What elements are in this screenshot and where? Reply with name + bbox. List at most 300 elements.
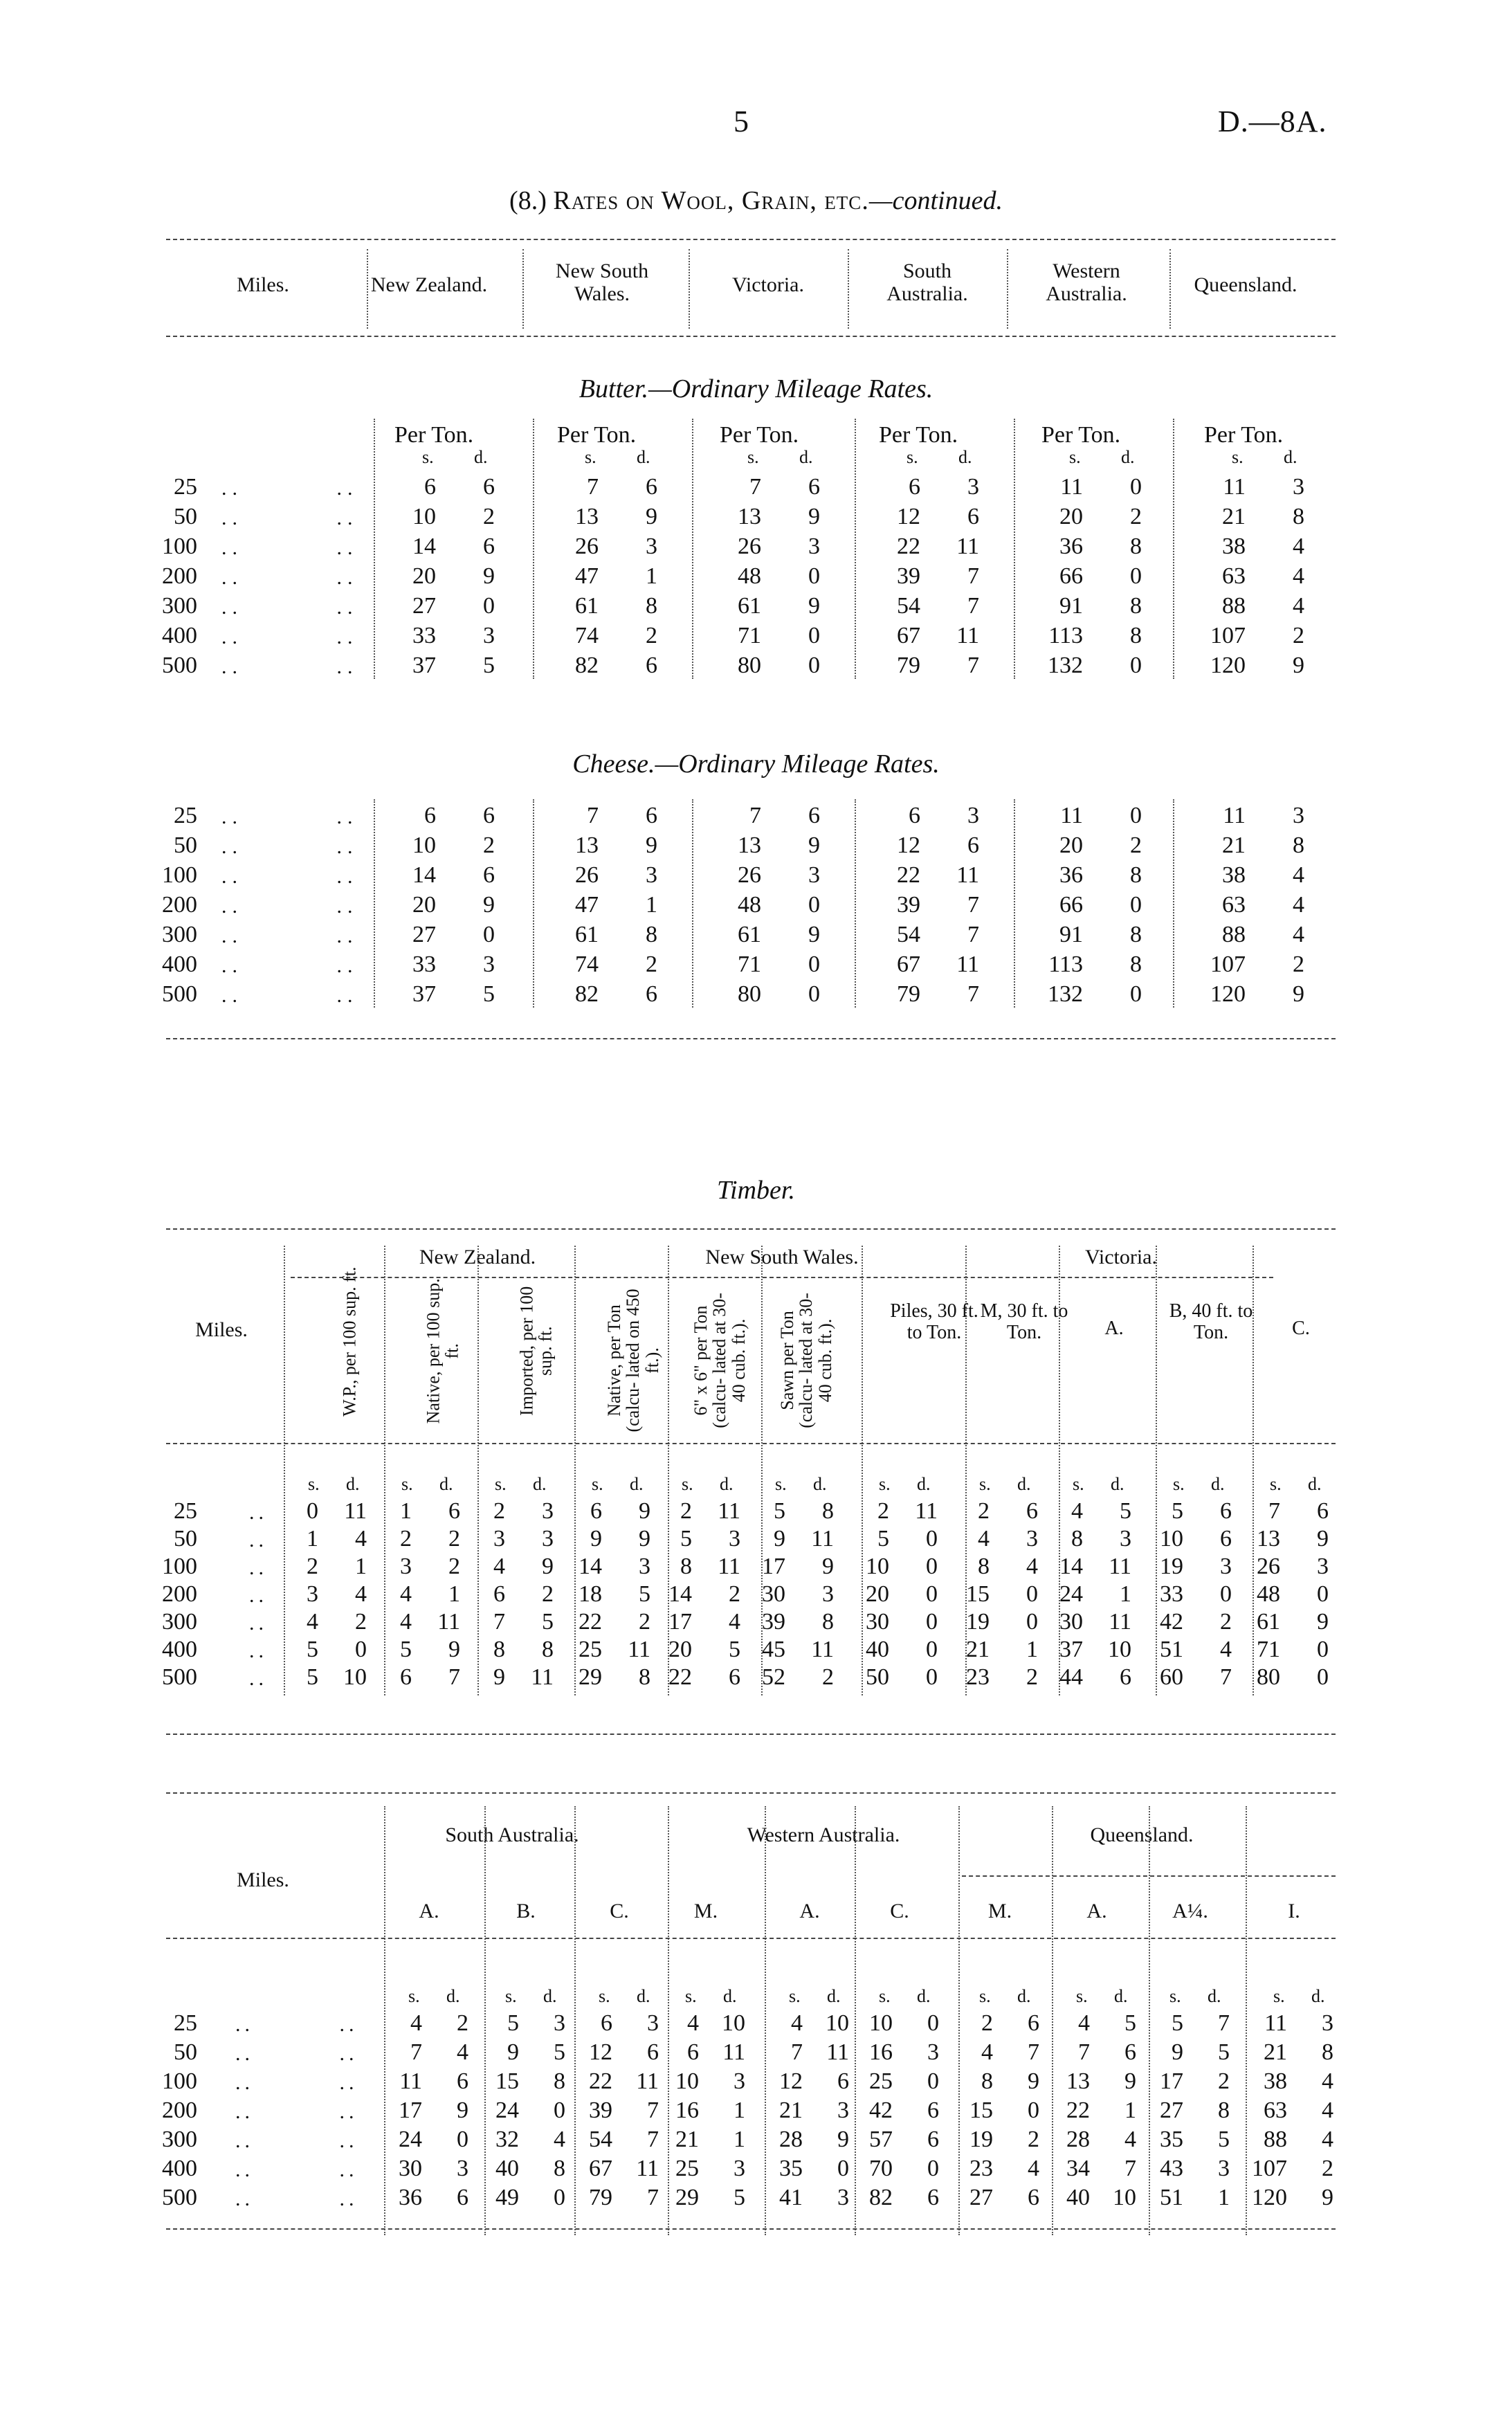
shillings-cell: 9 (507, 2039, 519, 2065)
page-number: 5 (734, 104, 749, 138)
leader-dots: .. (249, 1584, 268, 1607)
pence-cell: 2 (457, 2010, 468, 2036)
shillings-cell: 113 (1048, 623, 1083, 648)
shillings-cell: 13 (575, 504, 599, 529)
shillings-cell: 32 (495, 2127, 519, 2152)
shillings-cell: 33 (412, 623, 436, 648)
shillings-cell: 2 (877, 1498, 889, 1524)
colony-header: Western Australia. (1046, 260, 1127, 305)
shillings-cell: 79 (589, 2185, 612, 2210)
shillings-cell: 113 (1048, 952, 1083, 977)
pence-unit: d. (637, 1986, 650, 2006)
pence-unit: d. (474, 447, 488, 467)
pence-cell: 0 (926, 1637, 938, 1662)
timber-bottom-rule (166, 1734, 1336, 1735)
shillings-cell: 15 (969, 2098, 993, 2123)
pence-cell: 0 (808, 981, 820, 1007)
shillings-cell: 4 (307, 1609, 318, 1635)
pence-cell: 6 (1028, 2185, 1039, 2210)
miles-value: 400 (162, 623, 197, 648)
pence-cell: 6 (483, 534, 495, 559)
shillings-cell: 70 (869, 2156, 893, 2181)
per-ton-label: Per Ton. (557, 422, 637, 448)
shillings-cell: 51 (1160, 2185, 1183, 2210)
pence-cell: 3 (967, 803, 979, 828)
column-divider (855, 799, 856, 1008)
miles-value: 400 (162, 2156, 197, 2181)
shillings-cell: 36 (399, 2185, 422, 2210)
miles-value: 200 (162, 1581, 197, 1607)
shillings-cell: 29 (675, 2185, 699, 2210)
document-reference: D.—8A. (1218, 104, 1327, 138)
pence-cell: 9 (822, 1554, 834, 1579)
pence-cell: 3 (542, 1526, 554, 1552)
column-divider (692, 419, 693, 679)
shillings-unit: s. (592, 1474, 603, 1494)
miles-value: 100 (162, 2068, 197, 2094)
timber2-col-header: M. (987, 1900, 1012, 1922)
shillings-cell: 26 (738, 862, 761, 888)
shillings-cell: 26 (575, 534, 599, 559)
shillings-cell: 80 (1257, 1664, 1280, 1690)
shillings-cell: 3 (493, 1526, 505, 1552)
pence-cell: 11 (956, 623, 979, 648)
shillings-unit: s. (599, 1986, 610, 2006)
pence-cell: 7 (967, 593, 979, 619)
pence-cell: 0 (1317, 1664, 1329, 1690)
leader-dots: .. (249, 1556, 268, 1579)
shillings-cell: 6 (400, 1664, 412, 1690)
pence-unit: d. (1017, 1474, 1031, 1494)
shillings-cell: 22 (668, 1664, 692, 1690)
shillings-cell: 54 (897, 593, 920, 619)
pence-cell: 0 (1026, 1581, 1038, 1607)
pence-cell: 7 (1124, 2156, 1136, 2181)
pence-cell: 1 (448, 1581, 460, 1607)
pence-cell: 3 (646, 534, 657, 559)
shillings-cell: 60 (1160, 1664, 1183, 1690)
shillings-cell: 40 (495, 2156, 519, 2181)
shillings-cell: 8 (493, 1637, 505, 1662)
timber2-top-rule (166, 1792, 1336, 1794)
pence-cell: 7 (967, 981, 979, 1007)
shillings-cell: 19 (966, 1609, 990, 1635)
pence-cell: 7 (967, 922, 979, 947)
shillings-cell: 33 (412, 952, 436, 977)
pence-cell: 8 (1218, 2098, 1230, 2123)
shillings-cell: 71 (738, 623, 761, 648)
pence-cell: 4 (1293, 563, 1304, 589)
shillings-cell: 29 (579, 1664, 602, 1690)
pence-cell: 3 (542, 1498, 554, 1524)
miles-value: 50 (174, 504, 197, 529)
pence-cell: 11 (636, 2156, 659, 2181)
pence-cell: 2 (483, 504, 495, 529)
shillings-unit: s. (979, 1474, 991, 1494)
pence-unit: d. (917, 1474, 931, 1494)
shillings-cell: 8 (1071, 1526, 1083, 1552)
leader-dots: .. .. (235, 2187, 358, 2210)
pence-cell: 0 (927, 2010, 939, 2036)
shillings-cell: 10 (866, 1554, 889, 1579)
pence-cell: 5 (729, 1637, 740, 1662)
pence-cell: 5 (1218, 2127, 1230, 2152)
shillings-cell: 15 (495, 2068, 519, 2094)
pence-cell: 8 (554, 2068, 565, 2094)
shillings-cell: 22 (897, 534, 920, 559)
pence-cell: 9 (448, 1637, 460, 1662)
pence-cell: 8 (542, 1637, 554, 1662)
shillings-cell: 20 (412, 563, 436, 589)
pence-cell: 0 (1220, 1581, 1232, 1607)
shillings-cell: 10 (675, 2068, 699, 2094)
pence-cell: 3 (483, 952, 495, 977)
cheese-section-title: Cheese.—Ordinary Mileage Rates. (572, 749, 940, 779)
pence-cell: 4 (1293, 892, 1304, 918)
pence-cell: 6 (1028, 2010, 1039, 2036)
shillings-cell: 19 (1160, 1554, 1183, 1579)
pence-cell: 4 (1293, 922, 1304, 947)
shillings-cell: 6 (424, 803, 436, 828)
shillings-cell: 47 (575, 892, 599, 918)
shillings-cell: 5 (307, 1637, 318, 1662)
pence-cell: 3 (647, 2010, 659, 2036)
pence-unit: d. (1114, 1986, 1128, 2006)
shillings-unit: s. (879, 1474, 891, 1494)
pence-cell: 0 (1130, 892, 1142, 918)
shillings-cell: 20 (1059, 833, 1083, 858)
shillings-cell: 30 (866, 1609, 889, 1635)
pence-cell: 1 (1218, 2185, 1230, 2210)
header-divider (1169, 249, 1171, 329)
top-rule (166, 239, 1336, 240)
shillings-cell: 11 (1223, 803, 1246, 828)
shillings-cell: 6 (590, 1498, 602, 1524)
header-rule (166, 336, 1336, 337)
pence-cell: 0 (457, 2127, 468, 2152)
pence-cell: 0 (1026, 1609, 1038, 1635)
pence-cell: 11 (826, 2039, 849, 2065)
shillings-unit: s. (1232, 447, 1244, 467)
shillings-cell: 22 (579, 1609, 602, 1635)
shillings-cell: 27 (412, 922, 436, 947)
pence-cell: 8 (1130, 623, 1142, 648)
pence-unit: d. (446, 1986, 460, 2006)
pence-cell: 11 (344, 1498, 367, 1524)
shillings-unit: s. (1270, 1474, 1282, 1494)
shillings-cell: 63 (1222, 563, 1246, 589)
pence-unit: d. (827, 1986, 841, 2006)
shillings-cell: 4 (1071, 1498, 1083, 1524)
shillings-cell: 88 (1222, 593, 1246, 619)
pence-cell: 2 (1026, 1664, 1038, 1690)
shillings-cell: 6 (687, 2039, 699, 2065)
shillings-cell: 5 (1172, 2010, 1183, 2036)
shillings-cell: 12 (897, 504, 920, 529)
pence-cell: 6 (927, 2098, 939, 2123)
pence-cell: 10 (1108, 1637, 1131, 1662)
shillings-cell: 25 (869, 2068, 893, 2094)
shillings-cell: 20 (1059, 504, 1083, 529)
shillings-cell: 4 (978, 1526, 990, 1552)
timber2-group-header: Queensland. (1090, 1823, 1194, 1846)
pence-cell: 6 (483, 803, 495, 828)
shillings-unit: s. (401, 1474, 413, 1494)
pence-cell: 0 (808, 563, 820, 589)
shillings-cell: 5 (1172, 1498, 1183, 1524)
colony-header: Queensland. (1194, 273, 1297, 296)
shillings-unit: s. (1076, 1986, 1088, 2006)
miles-value: 500 (162, 981, 197, 1007)
shillings-cell: 57 (869, 2127, 893, 2152)
shillings-cell: 8 (978, 1554, 990, 1579)
timber-rotated-header: Sawn per Ton (calcu- lated at 30-40 cub. ft.). (777, 1293, 835, 1428)
pence-cell: 3 (734, 2068, 745, 2094)
shillings-cell: 66 (1059, 892, 1083, 918)
column-divider (1173, 799, 1174, 1008)
shillings-cell: 38 (1222, 862, 1246, 888)
pence-cell: 1 (355, 1554, 367, 1579)
shillings-cell: 27 (969, 2185, 993, 2210)
pence-cell: 5 (1120, 1498, 1131, 1524)
pence-unit: d. (1211, 1474, 1225, 1494)
shillings-cell: 13 (1257, 1526, 1280, 1552)
leader-dots: .. (249, 1667, 268, 1690)
pence-cell: 0 (926, 1581, 938, 1607)
shillings-cell: 5 (307, 1664, 318, 1690)
shillings-cell: 63 (1264, 2098, 1287, 2123)
leader-dots: .. (249, 1529, 268, 1552)
leader-dots: .. .. (221, 655, 358, 678)
leader-dots: .. .. (221, 536, 358, 559)
shillings-cell: 11 (1264, 2010, 1287, 2036)
pence-cell: 8 (639, 1664, 650, 1690)
shillings-cell: 25 (675, 2156, 699, 2181)
pence-cell: 3 (729, 1526, 740, 1552)
pence-cell: 1 (1026, 1637, 1038, 1662)
timber-section-title: Timber. (717, 1176, 795, 1205)
pence-cell: 4 (355, 1526, 367, 1552)
pence-unit: d. (1311, 1986, 1325, 2006)
shillings-cell: 88 (1264, 2127, 1287, 2152)
shillings-cell: 30 (762, 1581, 785, 1607)
timber2-col-header: M. (693, 1900, 718, 1922)
pence-cell: 3 (646, 862, 657, 888)
timber2-col-header: I. (1288, 1900, 1300, 1922)
shillings-cell: 120 (1252, 2185, 1287, 2210)
shillings-cell: 49 (495, 2185, 519, 2210)
timber-group-header: New South Wales. (705, 1246, 859, 1268)
shillings-cell: 17 (399, 2098, 422, 2123)
shillings-cell: 48 (738, 563, 761, 589)
shillings-cell: 10 (412, 504, 436, 529)
shillings-cell: 82 (869, 2185, 893, 2210)
pence-cell: 0 (1130, 803, 1142, 828)
miles-value: 50 (174, 833, 197, 858)
shillings-cell: 50 (866, 1664, 889, 1690)
shillings-cell: 39 (762, 1609, 785, 1635)
shillings-cell: 10 (869, 2010, 893, 2036)
shillings-cell: 5 (400, 1637, 412, 1662)
shillings-cell: 13 (575, 833, 599, 858)
pence-cell: 5 (1218, 2039, 1230, 2065)
shillings-cell: 21 (779, 2098, 803, 2123)
shillings-cell: 91 (1059, 593, 1083, 619)
timber2-col-header: A. (799, 1900, 820, 1922)
shillings-unit: s. (308, 1474, 320, 1494)
shillings-cell: 2 (981, 2010, 993, 2036)
shillings-cell: 5 (680, 1526, 692, 1552)
pence-cell: 1 (646, 892, 657, 918)
column-divider (533, 799, 534, 1008)
shillings-cell: 4 (981, 2039, 993, 2065)
pence-cell: 4 (1322, 2127, 1333, 2152)
shillings-cell: 24 (399, 2127, 422, 2152)
leader-dots: .. .. (235, 2129, 358, 2152)
pence-cell: 11 (718, 1498, 740, 1524)
pence-cell: 2 (1322, 2156, 1333, 2181)
shillings-cell: 3 (307, 1581, 318, 1607)
pence-cell: 9 (808, 833, 820, 858)
shillings-cell: 24 (1059, 1581, 1083, 1607)
miles-value: 400 (162, 952, 197, 977)
shillings-unit: s. (747, 447, 759, 467)
pence-cell: 1 (734, 2127, 745, 2152)
pence-cell: 6 (647, 2039, 659, 2065)
shillings-cell: 63 (1222, 892, 1246, 918)
leader-dots: .. .. (221, 984, 358, 1007)
shillings-cell: 67 (897, 623, 920, 648)
shillings-unit: s. (505, 1986, 517, 2006)
pence-cell: 2 (646, 952, 657, 977)
shillings-cell: 79 (897, 981, 920, 1007)
miles-value: 500 (162, 1664, 197, 1690)
shillings-unit: s. (775, 1474, 787, 1494)
pence-cell: 3 (554, 2010, 565, 2036)
pence-cell: 9 (483, 892, 495, 918)
header-divider (367, 249, 368, 329)
shillings-cell: 4 (410, 2010, 422, 2036)
shillings-cell: 79 (897, 653, 920, 678)
pence-cell: 8 (822, 1498, 834, 1524)
timber-victoria-col: B, 40 ft. to Ton. (1169, 1300, 1253, 1343)
pence-cell: 0 (926, 1554, 938, 1579)
pence-cell: 5 (483, 981, 495, 1007)
pence-cell: 7 (647, 2127, 659, 2152)
pence-cell: 8 (1130, 862, 1142, 888)
pence-cell: 4 (1028, 2156, 1039, 2181)
pence-cell: 8 (1130, 952, 1142, 977)
pence-cell: 9 (808, 504, 820, 529)
shillings-cell: 40 (1066, 2185, 1090, 2210)
pence-cell: 0 (1130, 981, 1142, 1007)
pence-cell: 11 (811, 1526, 834, 1552)
pence-unit: d. (1111, 1474, 1124, 1494)
leader-dots: .. (249, 1501, 268, 1524)
shillings-cell: 37 (1059, 1637, 1083, 1662)
pence-cell: 4 (1322, 2098, 1333, 2123)
shillings-cell: 21 (966, 1637, 990, 1662)
shillings-cell: 61 (575, 593, 599, 619)
pence-cell: 0 (355, 1637, 367, 1662)
pence-cell: 7 (647, 2098, 659, 2123)
pence-unit: d. (346, 1474, 360, 1494)
shillings-unit: s. (1169, 1986, 1181, 2006)
pence-cell: 10 (343, 1664, 367, 1690)
shillings-cell: 14 (412, 534, 436, 559)
miles-value: 300 (162, 2127, 197, 2152)
shillings-cell: 35 (779, 2156, 803, 2181)
pence-cell: 2 (1130, 504, 1142, 529)
shillings-cell: 71 (738, 952, 761, 977)
miles-value: 25 (174, 474, 197, 500)
shillings-cell: 37 (412, 653, 436, 678)
shillings-cell: 0 (307, 1498, 318, 1524)
miles-value: 25 (174, 1498, 197, 1524)
shillings-cell: 10 (412, 833, 436, 858)
pence-cell: 4 (729, 1609, 740, 1635)
shillings-unit: s. (422, 447, 434, 467)
pence-unit: d. (533, 1474, 547, 1494)
pence-cell: 9 (639, 1526, 650, 1552)
pence-cell: 6 (457, 2185, 468, 2210)
timber2-col-header: C. (890, 1900, 909, 1922)
shillings-cell: 39 (897, 563, 920, 589)
shillings-cell: 12 (589, 2039, 612, 2065)
pence-unit: d. (958, 447, 972, 467)
pence-cell: 7 (1028, 2039, 1039, 2065)
shillings-cell: 21 (1222, 833, 1246, 858)
leader-dots: .. .. (221, 865, 358, 888)
pence-cell: 7 (967, 653, 979, 678)
shillings-cell: 25 (579, 1637, 602, 1662)
shillings-cell: 14 (1059, 1554, 1083, 1579)
pence-cell: 7 (1220, 1664, 1232, 1690)
shillings-unit: s. (1173, 1474, 1185, 1494)
pence-cell: 3 (837, 2098, 849, 2123)
pence-cell: 0 (1130, 653, 1142, 678)
pence-cell: 6 (927, 2127, 939, 2152)
shillings-cell: 16 (869, 2039, 893, 2065)
miles-value: 25 (174, 2010, 197, 2036)
pence-cell: 2 (1293, 952, 1304, 977)
shillings-cell: 24 (495, 2098, 519, 2123)
leader-dots: .. (249, 1639, 268, 1662)
shillings-cell: 61 (1257, 1609, 1280, 1635)
shillings-cell: 14 (579, 1554, 602, 1579)
shillings-cell: 5 (877, 1526, 889, 1552)
header-divider (689, 249, 690, 329)
shillings-cell: 7 (1078, 2039, 1090, 2065)
timber-header-rule (166, 1443, 1336, 1444)
pence-cell: 10 (826, 2010, 849, 2036)
shillings-cell: 7 (587, 803, 599, 828)
shillings-cell: 2 (493, 1498, 505, 1524)
pence-cell: 10 (722, 2010, 745, 2036)
leader-dots: .. .. (221, 477, 358, 500)
pence-cell: 6 (1026, 1498, 1038, 1524)
pence-unit: d. (439, 1474, 453, 1494)
pence-cell: 6 (646, 981, 657, 1007)
timber2-group-header: South Australia. (445, 1823, 579, 1846)
pence-cell: 1 (734, 2098, 745, 2123)
shillings-cell: 37 (412, 981, 436, 1007)
shillings-cell: 8 (981, 2068, 993, 2094)
pence-unit: d. (799, 447, 813, 467)
shillings-cell: 33 (1160, 1581, 1183, 1607)
shillings-cell: 20 (412, 892, 436, 918)
miles-value: 500 (162, 2185, 197, 2210)
